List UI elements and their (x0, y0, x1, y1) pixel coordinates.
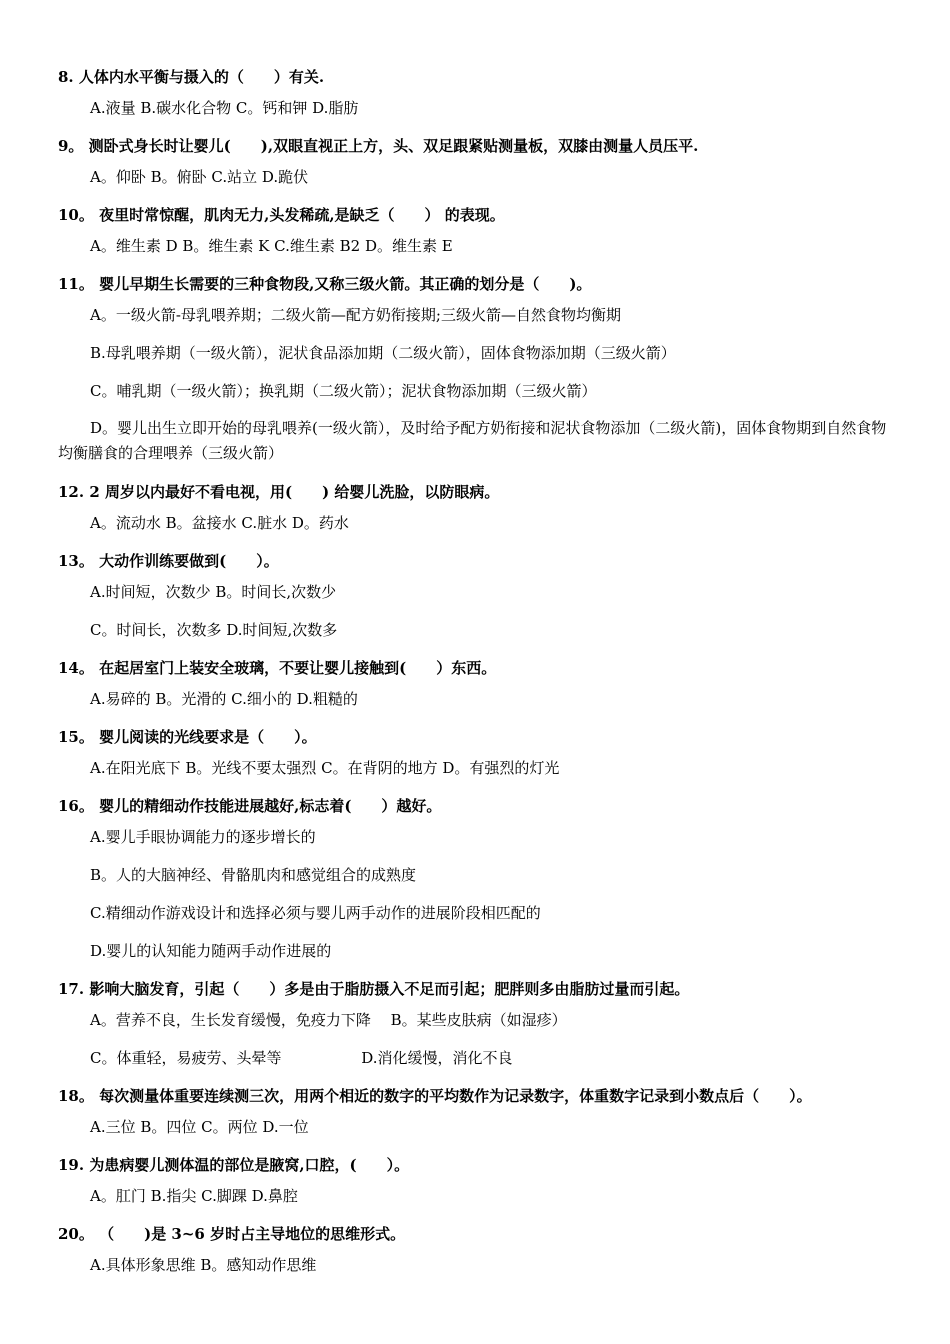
question-18-options: A.三位 B。四位 C。两位 D.一位 (90, 1118, 309, 1136)
question-17-option-cd: C。体重轻，易疲劳、头晕等 D.消化缓慢，消化不良 (90, 1049, 513, 1067)
question-12-options: A。流动水 B。盆接水 C.脏水 D。药水 (90, 514, 349, 532)
question-16-option-a: A.婴儿手眼协调能力的逐步增长的 (90, 828, 316, 846)
question-14-options: A.易碎的 B。光滑的 C.细小的 D.粗糙的 (90, 690, 358, 708)
question-20-stem: 20。 （ )是 3~6 岁时占主导地位的思维形式。 (58, 1225, 406, 1243)
question-13-stem: 13。 大动作训练要做到( ）。 (58, 552, 279, 570)
question-15-stem: 15。 婴儿阅读的光线要求是（ ）。 (58, 728, 317, 746)
question-8-options: A.液量 B.碳水化合物 C。钙和钾 D.脂肪 (90, 99, 359, 117)
question-8-stem: 8. 人体内水平衡与摄入的（ ）有关. (58, 68, 325, 86)
question-11-option-b: B.母乳喂养期（一级火箭），泥状食品添加期（二级火箭），固体食物添加期（三级火箭） (90, 344, 676, 362)
question-18-stem: 18。 每次测量体重要连续测三次，用两个相近的数字的平均数作为记录数字，体重数字记录到小数点后（ ）。 (58, 1087, 812, 1105)
question-11-option-c: C。哺乳期（一级火箭）；换乳期（二级火箭）；泥状食物添加期（三级火箭） (90, 382, 597, 400)
question-11-option-a: A。一级火箭-母乳喂养期；二级火箭—配方奶衔接期;三级火箭—自然食物均衡期 (90, 306, 621, 324)
question-17-stem: 17. 影响大脑发育，引起（ ）多是由于脂肪摄入不足而引起；肥胖则多由脂肪过量而引起。 (58, 980, 690, 998)
question-16-option-d: D.婴儿的认知能力随两手动作进展的 (90, 942, 332, 960)
question-16-stem: 16。 婴儿的精细动作技能进展越好,标志着( ）越好。 (58, 797, 442, 815)
question-16-option-b: B。人的大脑神经、骨骼肌肉和感觉组合的成熟度 (90, 866, 417, 884)
question-14-stem: 14。 在起居室门上装安全玻璃，不要让婴儿接触到( ）东西。 (58, 659, 497, 677)
question-13-option-ab: A.时间短，次数少 B。时间长,次数少 (90, 583, 337, 601)
question-17-option-ab: A。营养不良，生长发育缓慢，免疫力下降 B。某些皮肤病（如湿疹） (90, 1011, 567, 1029)
question-15-options: A.在阳光底下 B。光线不要太强烈 C。在背阴的地方 D。有强烈的灯光 (90, 759, 560, 777)
question-11-stem: 11。 婴儿早期生长需要的三种食物段,又称三级火箭。其正确的划分是（ )。 (58, 275, 592, 293)
question-10-options: A。维生素 D B。维生素 K C.维生素 B2 D。维生素 E (90, 237, 453, 255)
question-11-option-d: D。婴儿出生立即开始的母乳喂养(一级火箭），及时给予配方奶衔接和泥状食物添加（二级火箭)，固体食物期到自然食物均衡膳食的合理喂养（三级火箭） (58, 419, 887, 462)
question-19-stem: 19. 为患病婴儿测体温的部位是腋窝,口腔，( ）。 (58, 1156, 410, 1174)
question-16-option-c: C.精细动作游戏设计和选择必须与婴儿两手动作的进展阶段相匹配的 (90, 904, 541, 922)
question-10-stem: 10。 夜里时常惊醒，肌肉无力,头发稀疏,是缺乏（ ） 的表现。 (58, 206, 505, 224)
question-19-options: A。肛门 B.指尖 C.脚踝 D.鼻腔 (90, 1187, 298, 1205)
question-20-options: A.具体形象思维 B。感知动作思维 (90, 1256, 317, 1274)
question-9-options: A。仰卧 B。俯卧 C.站立 D.跪伏 (90, 168, 309, 186)
question-13-option-cd: C。时间长，次数多 D.时间短,次数多 (90, 621, 338, 639)
question-12-stem: 12. 2 周岁以内最好不看电视，用( ) 给婴儿洗脸，以防眼病。 (58, 483, 500, 501)
question-9-stem: 9。 测卧式身长时让婴儿( ),双眼直视正上方，头、双足跟紧贴测量板，双膝由测量人员压平. (58, 137, 699, 155)
